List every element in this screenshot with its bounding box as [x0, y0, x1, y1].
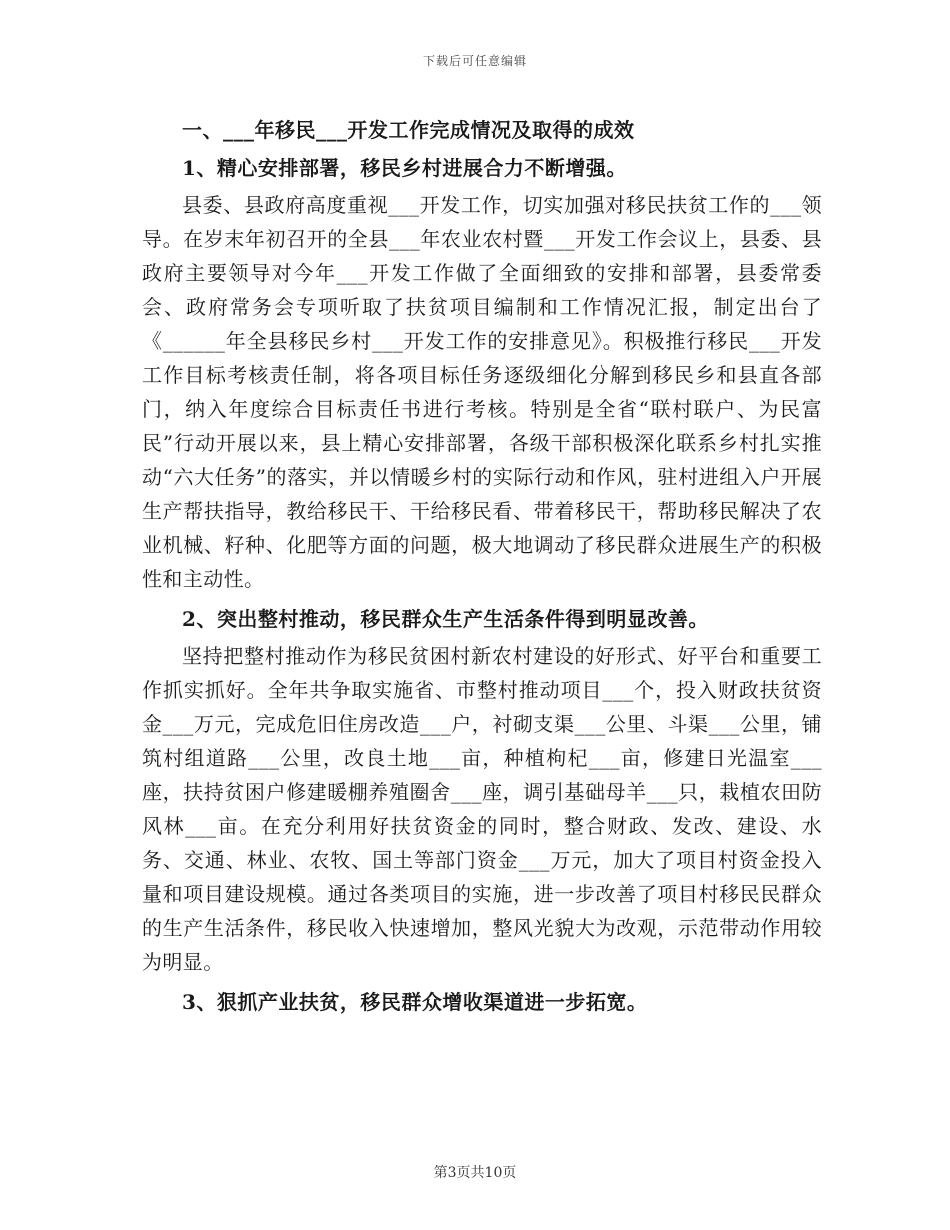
- header-note: 下载后可任意编辑: [422, 54, 527, 68]
- subsection-2-title: 2、突出整村推动，移民群众生产生活条件得到明显改善。: [182, 607, 709, 631]
- subsection-3-title: 3、狠抓产业扶贫，移民群众增收渠道进一步拓宽。: [182, 990, 648, 1014]
- subsection-1-title: 1、精心安排部署，移民乡村进展合力不断增强。: [182, 156, 627, 180]
- document-body: [142, 110, 822, 1022]
- page-number: 第3页共10页: [433, 1165, 517, 1181]
- subsection-2-body: 坚持把整村推动作为移民贫困村新农村建设的好形式、好平台和重要工作抓实抓好。全年共争取实施省、市整村推动项目___个，投入财政扶贫资金___万元，完成危旧住房改造___户，衬砌支渠___公里、斗渠___公里，铺筑村组道路___公里，改良土地___亩，种植枸杞___亩，修建日光温室___座，扶持贫困户修建暖棚养殖圈舍___座，调引基础母羊___只，栽植农田防风林___亩。在充分利用好扶贫资金的同时，整合财政、发改、建设、水务、交通、林业、农牧、国土等部门资金___万元，加大了项目村资金投入量和项目建设规模。通过各类项目的实施，进一步改善了项目村移民民群众的生产生活条件，移民收入快速增加，整风光貌大为改观，示范带动作用较为明显。: [142, 644, 822, 974]
- subsection-1-body: 县委、县政府高度重视___开发工作，切实加强对移民扶贫工作的___领导。在岁末年初召开的全县___年农业农村暨___开发工作会议上，县委、县政府主要领导对今年___开发工作做了全面细致的安排和部署，县委常委会、政府常务会专项听取了扶贫项目编制和工作情况汇报，制定出台了《______年全县移民乡村___开发工作的安排意见》。积极推行移民___开发工作目标考核责任制，将各项目标任务逐级细化分解到移民乡和县直各部门，纳入年度综合目标责任书进行考核。特别是全省“联村联户、为民富民”行动开展以来，县上精心安排部署，各级干部积极深化联系乡村扎实推动“六大任务”的落实，并以情暖乡村的实际行动和作风，驻村进组入户开展生产帮扶指导，教给移民干、干给移民看、带着移民干，帮助移民解决了农业机械、籽种、化肥等方面的问题，极大地调动了移民群众进展生产的积极性和主动性。: [142, 193, 822, 591]
- section-title: 一、___年移民___开发工作完成情况及取得的成效: [182, 118, 635, 142]
